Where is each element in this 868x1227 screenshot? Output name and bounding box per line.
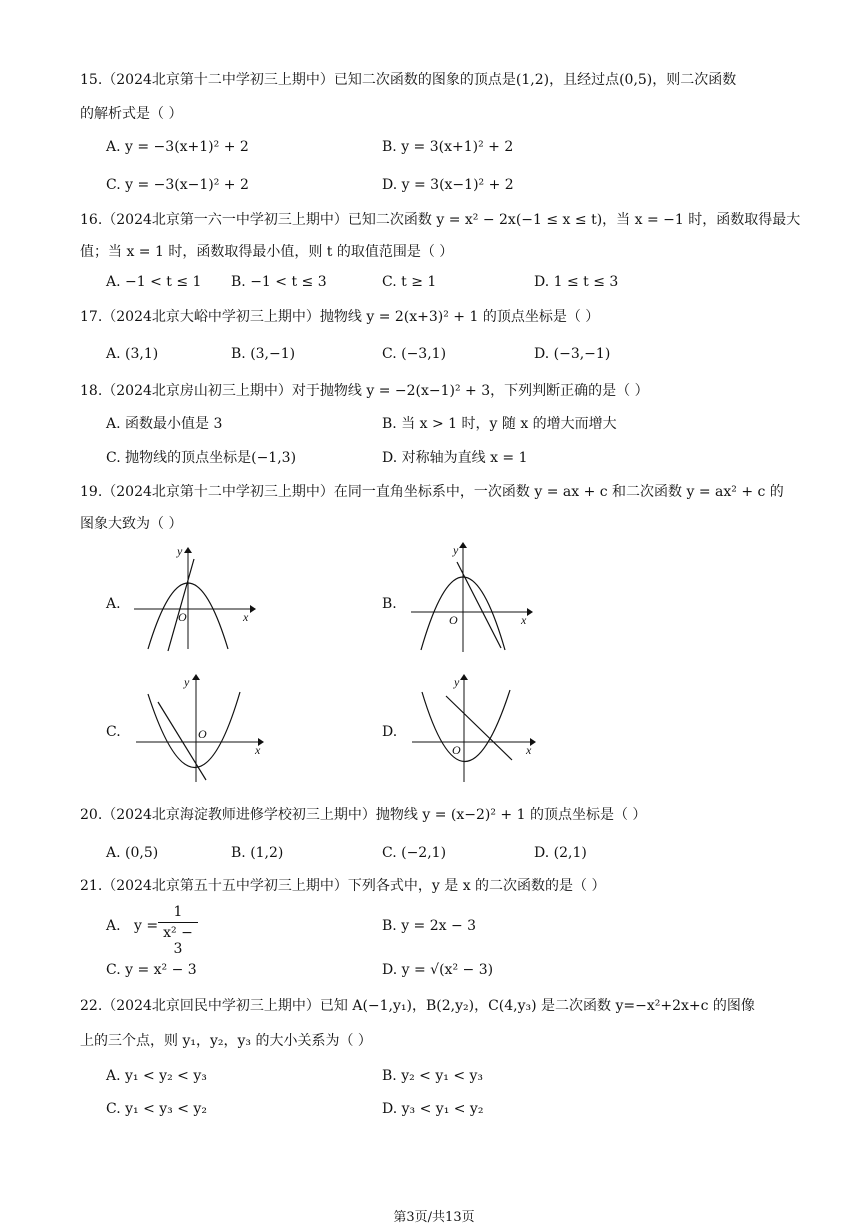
q17-option-b: B. (3,−1) — [231, 346, 296, 362]
q18-option-c: C. 抛物线的顶点坐标是(−1,3) — [106, 450, 297, 466]
q19-graph-b-origin: O — [449, 613, 458, 627]
q21-option-a-label: A. — [106, 918, 121, 934]
q22-option-b: B. y₂ < y₁ < y₃ — [382, 1068, 484, 1084]
q15-stem-line2: 的解析式是（ ） — [80, 106, 183, 122]
q19-graph-c-x-label: x — [255, 743, 261, 757]
q17-option-d: D. (−3,−1) — [534, 346, 611, 362]
q19-graph-c — [132, 672, 267, 784]
q22-stem-line1: 22.（2024北京回民中学初三上期中）已知 A(−1,y₁)，B(2,y₂)，C(4,y₃) 是二次函数 y=−x²+2x+c 的图像 — [80, 998, 755, 1014]
q17-stem: 17.（2024北京大峪中学初三上期中）抛物线 y = 2(x+3)² + 1 的顶点坐标是（ ） — [80, 309, 600, 325]
q21-option-a-lhs: y = — [134, 918, 159, 934]
q19-graph-a-x-label: x — [243, 610, 249, 624]
q15-stem-line1: 15.（2024北京第十二中学初三上期中）已知二次函数的图象的顶点是(1,2)，且经过点(0,5)，则二次函数 — [80, 72, 737, 88]
q17-option-c: C. (−3,1) — [382, 346, 447, 362]
q19-graph-d-y-label: y — [454, 675, 460, 689]
q19-stem-line1: 19.（2024北京第十二中学初三上期中）在同一直角坐标系中，一次函数 y = ax + c 和二次函数 y = ax² + c 的 — [80, 484, 784, 500]
q19-option-a-label: A. — [106, 596, 121, 612]
q21-stem: 21.（2024北京第五十五中学初三上期中）下列各式中，y 是 x 的二次函数的是（ ） — [80, 878, 606, 894]
q19-graph-b-x-label: x — [521, 613, 527, 627]
q19-graph-d-origin: O — [452, 743, 461, 757]
q19-graph-a — [128, 545, 258, 655]
page-footer: 第3页/共13页 — [393, 1210, 475, 1225]
q19-graph-b-y-label: y — [453, 543, 459, 557]
q19-graph-c-y-label: y — [184, 675, 190, 689]
q16-stem-line1: 16.（2024北京第一六一中学初三上期中）已知二次函数 y = x² − 2x(−1 ≤ x ≤ t)，当 x = −1 时，函数取得最大 — [80, 212, 801, 228]
q19-graph-a-origin: O — [178, 610, 187, 624]
q19-stem-line2: 图象大致为（ ） — [80, 516, 183, 532]
q20-option-c: C. (−2,1) — [382, 845, 447, 861]
q19-option-d-label: D. — [382, 724, 398, 740]
q20-option-d: D. (2,1) — [534, 845, 587, 861]
q16-stem-line2: 值；当 x = 1 时，函数取得最小值，则 t 的取值范围是（ ） — [80, 244, 454, 260]
q16-option-d: D. 1 ≤ t ≤ 3 — [534, 274, 619, 290]
q19-graph-c-origin: O — [198, 727, 207, 741]
q22-option-a: A. y₁ < y₂ < y₃ — [106, 1068, 207, 1084]
q21-option-c: C. y = x² − 3 — [106, 962, 197, 978]
q22-option-c: C. y₁ < y₃ < y₂ — [106, 1101, 207, 1117]
q19-option-b-label: B. — [382, 596, 397, 612]
q19-graph-a-y-label: y — [177, 545, 183, 558]
q19-graph-b — [405, 540, 535, 655]
q20-stem: 20.（2024北京海淀教师进修学校初三上期中）抛物线 y = (x−2)² + 1 的顶点坐标是（ ） — [80, 807, 647, 823]
q21-option-b: B. y = 2x − 3 — [382, 918, 477, 934]
q18-stem: 18.（2024北京房山初三上期中）对于抛物线 y = −2(x−1)² + 3，下列判断正确的是（ ） — [80, 383, 649, 399]
q15-option-d: D. y = 3(x−1)² + 2 — [382, 177, 514, 193]
q15-option-c: C. y = −3(x−1)² + 2 — [106, 177, 249, 193]
q16-option-b: B. −1 < t ≤ 3 — [231, 274, 327, 290]
q21-option-d: D. y = √(x² − 3) — [382, 962, 494, 978]
q16-option-c: C. t ≥ 1 — [382, 274, 437, 290]
q21-option-a-numerator: 1 — [173, 904, 183, 920]
q20-option-b: B. (1,2) — [231, 845, 284, 861]
q19-graph-d-x-label: x — [526, 743, 532, 757]
q17-option-a: A. (3,1) — [106, 346, 159, 362]
q18-option-d: D. 对称轴为直线 x = 1 — [382, 450, 528, 466]
q21-option-a-fraction — [158, 904, 198, 957]
q16-option-a: A. −1 < t ≤ 1 — [106, 274, 202, 290]
q15-option-b: B. y = 3(x+1)² + 2 — [382, 139, 514, 155]
q22-option-d: D. y₃ < y₁ < y₂ — [382, 1101, 484, 1117]
q19-option-c-label: C. — [106, 724, 121, 740]
q20-option-a: A. (0,5) — [106, 845, 159, 861]
q18-option-b: B. 当 x > 1 时，y 随 x 的增大而增大 — [382, 416, 617, 432]
q18-option-a: A. 函数最小值是 3 — [106, 416, 223, 432]
q22-stem-line2: 上的三个点，则 y₁，y₂，y₃ 的大小关系为（ ） — [80, 1033, 372, 1049]
q15-option-a: A. y = −3(x+1)² + 2 — [106, 139, 249, 155]
q19-graph-d — [408, 672, 538, 784]
q21-option-a-denominator: x² − 3 — [163, 925, 193, 957]
